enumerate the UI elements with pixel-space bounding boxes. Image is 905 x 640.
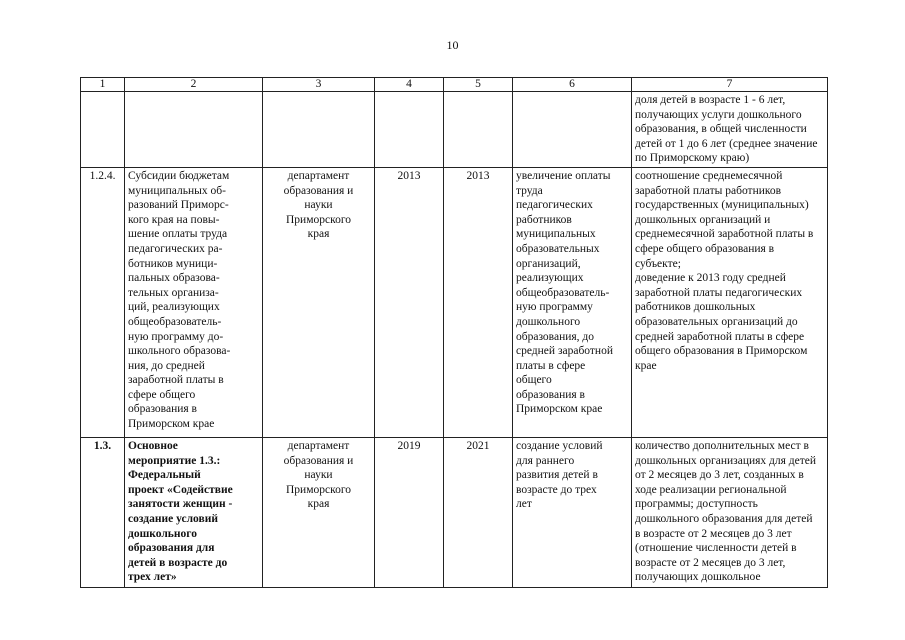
indicator-cell: доля детей в возрасте 1 - 6 лет, получающих услуги дошкольного образования, в общей численности детей от 1 до 6 лет (среднее значение по Приморскому краю) (632, 92, 828, 168)
table-row (81, 92, 828, 168)
result-cell: увеличение оплаты труда педагогических работников муниципальных образовательных организаций, реализующих общеобразователь- ную программу дошкольного образования, до средней заработной платы в сфере общего образования в Приморском крае (513, 167, 632, 437)
row-number-cell: 1.2.4. (81, 167, 125, 437)
page-number: 10 (446, 38, 459, 52)
executor-cell: департамент образования и науки Приморского края (263, 167, 375, 437)
start-year-cell: 2013 (375, 167, 444, 437)
column-number-7: 7 (632, 78, 828, 92)
result-cell (513, 92, 632, 168)
end-year-cell: 2021 (444, 437, 513, 587)
executor-cell (263, 92, 375, 168)
activity-cell: Основное мероприятие 1.3.: Федеральный проект «Содействие занятости женщин - создание условий дошкольного образования для детей в возрасте до трех лет» (125, 437, 263, 587)
column-number-2: 2 (125, 78, 263, 92)
result-cell: создание условий для раннего развития детей в возрасте до трех лет (513, 437, 632, 587)
column-number-1: 1 (81, 78, 125, 92)
column-number-4: 4 (375, 78, 444, 92)
table-row (81, 167, 828, 437)
activity-cell: Субсидии бюджетам муниципальных об- разований Приморс- кого края на повы- шение оплаты труда педагогических ра- ботников муници- пальных образова- тельных организа- ций, реализующих общеобразователь- ную программу до- школьного образова- ния, до средней заработной платы в сфере общего образования в Приморском крае (125, 167, 263, 437)
column-number-5: 5 (444, 78, 513, 92)
start-year-cell: 2019 (375, 437, 444, 587)
activity-cell (125, 92, 263, 168)
end-year-cell: 2013 (444, 167, 513, 437)
column-number-row (81, 78, 828, 92)
row-number-cell: 1.3. (81, 437, 125, 587)
executor-cell: департамент образования и науки Приморского края (263, 437, 375, 587)
end-year-cell (444, 92, 513, 168)
column-number-6: 6 (513, 78, 632, 92)
start-year-cell (375, 92, 444, 168)
indicator-cell: количество дополнительных мест в дошкольных организациях для детей от 2 месяцев до 3 лет, созданных в ходе реализации региональной программы; доступность дошкольного образования для детей в возрасте от 2 месяцев до 3 лет (отношение численности детей в возрасте от 2 месяцев до 3 лет, получающих дошкольное (632, 437, 828, 587)
table-row (81, 437, 828, 587)
row-number-cell (81, 92, 125, 168)
column-number-3: 3 (263, 78, 375, 92)
program-activities-table (80, 77, 828, 588)
indicator-cell: соотношение среднемесячной заработной платы работников государственных (муниципальных) дошкольных организаций и среднемесячной заработной платы в сфере общего образования в субъекте; доведение к 2013 году средней заработной платы педагогических работников дошкольных образовательных организаций до средней заработной платы в сфере общего образования в Приморском крае (632, 167, 828, 437)
